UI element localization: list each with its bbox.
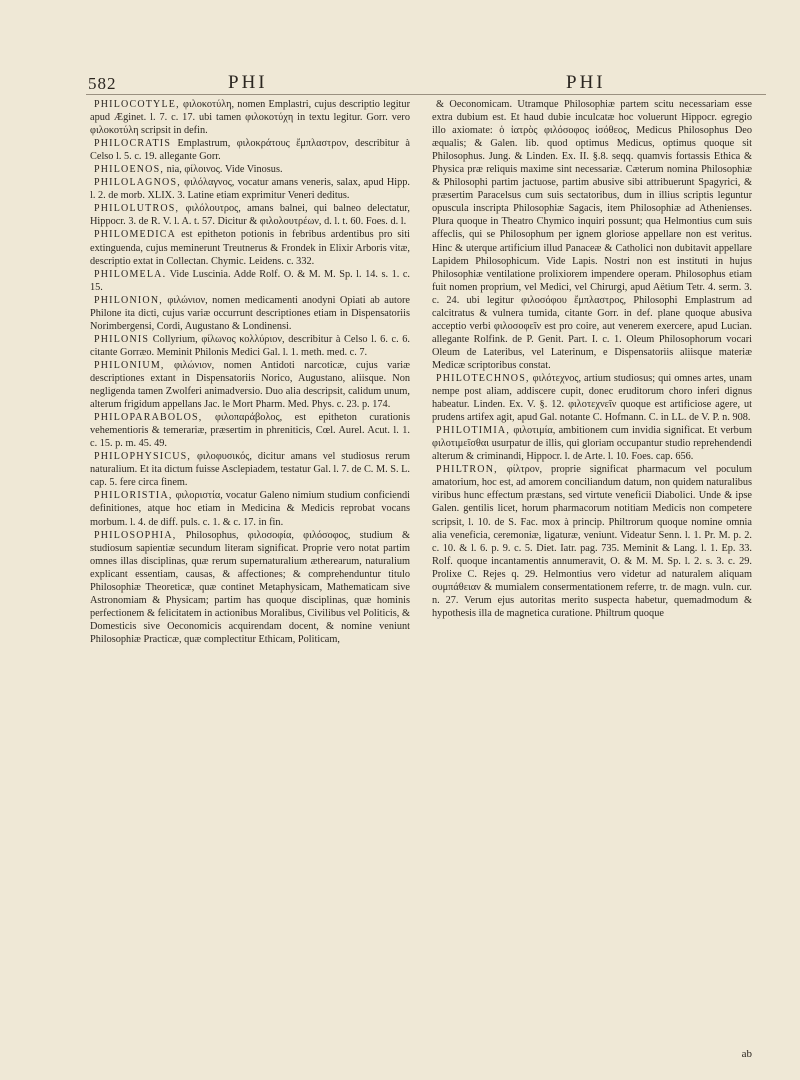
dictionary-entry <box>90 294 410 333</box>
entry-headword: PHILOMELA. <box>94 268 167 280</box>
entry-headword: PHILOSOPHIA, <box>94 529 177 541</box>
dictionary-entry <box>432 424 752 463</box>
entry-text: φιλοπαράβολος, est epitheton curationis vehementioris & temerariæ, præsertim in phreniticis, Cœl. Aurel. Acut. l. 1. c. 15. p. m. 45. 49. <box>90 412 410 450</box>
entry-headword: PHILOLAGNOS, <box>94 177 181 189</box>
header-rule <box>86 94 766 95</box>
entry-text: Philosophus, φιλοσοφία, φιλόσοφος, studium & studiosum sapientiæ secundum literam significat. Proprie vero notat partim omnes illas disciplinas, quæ rerum supernaturalium ætherearum, naturalium explicant essentiam, causas, & affectiones; & comprehenduntur titulo Philosophiæ Theoreticæ, quæ continet Metaphysicam, Mathematicam sive Astronomiam & Physicam; partim has quoque disciplinas, quæ hominis perfectionem & felicitatem in actionibus Moralibus, Civilibus vel Politicis, & Domesticis sive Oeconomicis acquirendam docent, & nomine veniunt Philosophiæ Practicæ, quæ complectitur Ethicam, Politicam, <box>90 529 411 645</box>
entry-headword: PHILOCOTYLE, <box>94 99 180 110</box>
entry-headword: PHILOPHYSICUS, <box>94 451 192 463</box>
dictionary-entry <box>90 333 410 359</box>
entry-text: nia, φίλοινος. Vide Vinosus. <box>166 164 283 176</box>
entry-headword: PHILTRON, <box>436 464 498 476</box>
running-head-right: PHI <box>566 72 606 93</box>
entry-headword: PHILONIS <box>94 333 150 345</box>
dictionary-entry <box>90 450 410 489</box>
entry-text: φιλοριστία, vocatur Galeno nimium studium conficiendi definitiones, atque hoc etiam in Medicina & Medicis reprobat vocans morbum. l. 4. de diff. puls. c. 1. & c. 17. in fin. <box>90 490 410 528</box>
entry-text: Collyrium, φίλωνος κολλύριον, describitur à Celso l. 6. c. 6. citante Gorræo. Meminit Philonis Medici Gal. l. 1. meth. med. c. 7. <box>90 333 410 358</box>
entry-text: φιλώνιον, nomen Antidoti narcoticæ, cujus variæ descriptiones extant in Dispensatoriis Norico, Augustano, aliisque. Non negligenda tamen Zwolferi animadversio. Duo alia descripsit, calidum unum, alterum frigidum appellans Jac. le Mort Pharm. Med. Phys. c. 23. p. 174. <box>90 359 411 411</box>
entry-headword: PHILORISTIA, <box>94 490 173 502</box>
entry-text: Emplastrum, φιλοκράτους ἔμπλαστρον, describitur à Celso l. 5. c. 19. allegante Gorr. <box>90 138 410 163</box>
entry-headword: PHILOPARABOLOS, <box>94 412 203 424</box>
left-column <box>90 98 410 646</box>
dictionary-entry <box>90 137 410 163</box>
dictionary-entry <box>90 98 410 137</box>
dictionary-entry <box>90 268 410 294</box>
entry-text: φιλοκοτύλη, nomen Emplastri, cujus descriptio legitur apud Æginet. l. 7. c. 17. ubi tamen φιλοκοτύχη in textu legitur. Gorr. vero φιλοκοτύλη scripsit in defin. <box>90 99 410 137</box>
entry-headword: PHILOCRATIS <box>94 138 172 150</box>
entry-text: φιλώνιον, nomen medicamenti anodyni Opiati ab autore Philone ita dicti, cujus variæ occurrunt descriptiones etiam in Dispensatoriis Norimbergensi, Cordi, Augustano & Londinensi. <box>90 294 411 332</box>
dictionary-entry <box>90 489 410 528</box>
entry-text: φιλοτιμία, ambitionem cum invidia significat. Et verbum φιλοτιμεῖσθαι usurpatur de illis, qui gloriam occupantur studio reprehendendi alterum & criminandi, Hippocr. l. de Arte. l. 10. Foes. cap. 656. <box>432 425 752 463</box>
entry-text: Vide Luscinia. Adde Rolf. O. & M. M. Sp. l. 14. s. 1. c. 15. <box>90 268 410 293</box>
running-head-left: PHI <box>228 72 268 93</box>
dictionary-entry <box>432 98 752 372</box>
dictionary-entry <box>90 163 410 176</box>
entry-text: φιλόλαγνος, vocatur amans veneris, salax, apud Hipp. l. 2. de morb. XLIX. 3. Latine etiam exprimitur Veneri deditus. <box>90 177 410 202</box>
entry-text: φιλότεχνος, artium studiosus; qui omnes artes, unam nempe post aliam, addiscere cupit, donec eruditorum choro inferi dignus habeatur. Linden. Ex. V. §. 12. φιλοτεχνεῖν quoque est artificiose agere, ut prudens artifex agit, apud Gal. notante C. Hofmann. C. in LL. de V. P. n. 908. <box>432 372 752 424</box>
entry-headword: PHILOMEDICA <box>94 229 177 241</box>
entry-headword: PHILONION, <box>94 294 163 306</box>
dictionary-entry <box>90 228 410 267</box>
page-number: 582 <box>88 74 117 93</box>
catchword: ab <box>741 1048 752 1060</box>
dictionary-entry <box>432 372 752 424</box>
entry-text: φιλόλουτρος, amans balnei, qui balneo delectatur, Hippocr. 3. de R. V. l. A. t. 57. Dicitur & φιλολουτρέων, d. l. t. 60. Foes. d. l. <box>90 203 411 228</box>
dictionary-entry <box>90 529 410 646</box>
entry-headword: PHILOLUTROS, <box>94 203 180 215</box>
entry-headword: PHILOENOS, <box>94 164 165 176</box>
entry-text: & Oeconomicam. Utramque Philosophiæ partem scitu necessariam esse extra dubium est. Et haud dubie inculcatæ hoc voluerunt Hippocr. egregio illo axiomate: ὁ ἰατρὸς φιλόσοφος ἰσόθεος, Medicus Philosophus Deo æqualis; & Galen. lib. quod optimus Medicus, optimus quoque sit Philosophus. Jung. & Linden. Ex. II. §.8. seqq. quamvis fortassis Ethica & Physica præ reliquis maxime sint necessariæ. Cæterum nomina Philosophiæ & Philosophi partim jactuose, partim abusive sibi attribuerunt Spagyrici, & præsertim Paracelsus cum suis sectatoribus, dum in illius scriptis leguntur opuscula inscripta Philosophiæ Sagacis, item Philosophiæ ad Athenienses. Plura quoque in Theatro Chymico inquiri possunt; qua Helmontius cum suis affeclis, qui se Philosophum per ignem gloriose appellare non est veritus. Hinc & uterque artificium illud Panaceæ & Catholici non dubitavit appellare Lapidem Philosophicum. Vide Lapis. Nostri non est instituti in hujus Philosophiæ ventilatione prolixiorem impendere operam. Philosophus etiam fuit nomen proprium, vel Medici, vel Chirurgi, apud Aëtium Tetr. 4. serm. 3. c. 24. ubi legitur φιλοσόφου ἔμπλαστρος, Philosophi Emplastrum ad calcitratus & vulnera tumida, citante Gorr. in def. plane quoque abusiva acceptio verbi φιλοσοφεῖν est pro coire, aut venerem exercere, apud Lucian. allegante Rolfink. de P. Genit. Part. I. c. 1. Oleum Philosophorum vocari Oleum de Lateribus, vel Laterinum, e Dispensatoriis aliisque materiæ Medicæ scriptoribus constat. <box>432 99 752 371</box>
entry-headword: PHILONIUM, <box>94 359 165 371</box>
entry-text: est epitheton potionis in febribus ardentibus pro siti extinguenda, cujus meminerunt Treutnerus & Frondek in Elixir Arboris vitæ, descriptio extat in Collectan. Chymic. Leidens. c. 332. <box>90 229 410 267</box>
dictionary-entry <box>90 359 410 411</box>
dictionary-entry <box>90 202 410 228</box>
entry-headword: PHILOTIMIA, <box>436 425 511 437</box>
dictionary-entry <box>90 411 410 450</box>
dictionary-entry <box>90 176 410 202</box>
right-column <box>432 98 752 620</box>
entry-text: φίλτρον, proprie significat pharmacum vel poculum amatorium, hoc est, ad amorem conciliandum datum, non quidem naturalibus viribus hunc effectum præstans, sed virtute veneficii Diabolici. Unde & ipse Galen. gentilis licet, horum pharmacorum notitiam Medicis non competere scripsit, l. 10. de S. Fac. mox à princip. Philtrorum quoque nomine omnia alia veneficia, ceremoniæ, ligaturæ, veniunt. Videatur Senn. l. 1. Pr. M. p. 2. c. 10. & l. 6. p. 9. c. 5. Diet. Iatr. pag. 735. Meminit & Lang. l. 1. Ep. 33. Rolf. quoque incantamentis annumeravit, O. & M. M. Sp. l. 2. s. 3. c. 29. Prolixe C. Rejes q. 29. Helmontius vero videtur ad naturalem aliquam συμπάθειαν & mumialem consermentationem referre, tr. de magn. vuln. cur. n. 27. Verum ejus autoritas merito suspecta habetur, quemadmodum & hypothesis illa de magnetica curatione. Philtrum quoque <box>432 464 753 619</box>
entry-text: φιλοφυσικός, dicitur amans vel studiosus rerum naturalium. Et ita dictum fuisse Asclepiadem, testatur Gal. l. 7. de C. M. S. L. cap. 5. fere circa finem. <box>90 451 411 489</box>
dictionary-entry <box>432 463 752 620</box>
entry-headword: PHILOTECHNOS, <box>436 372 530 384</box>
